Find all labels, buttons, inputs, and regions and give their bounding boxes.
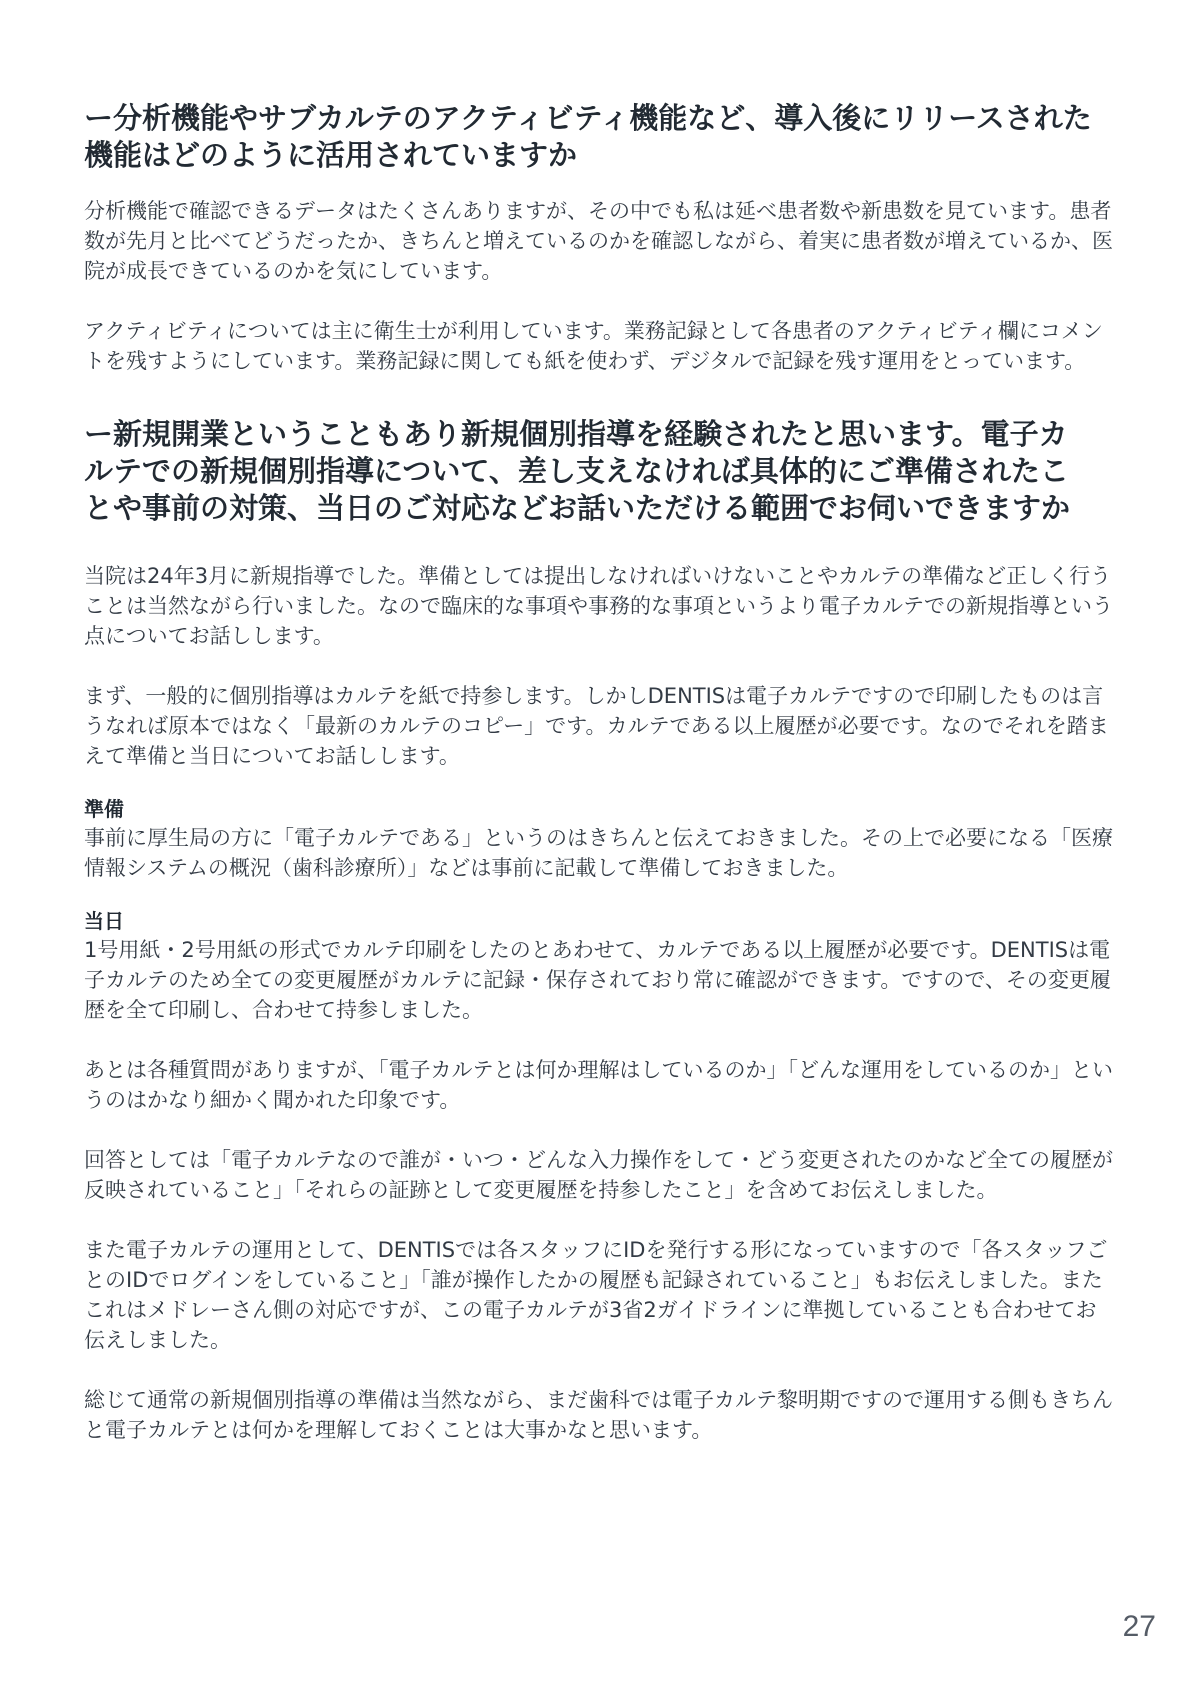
page-number: 27	[1122, 1610, 1156, 1643]
question-heading-2: ー新規開業ということもあり新規個別指導を経験されたと思います。電子カルテでの新規個別指導について、差し支えなければ具体的にご準備されたことや事前の対策、当日のご対応などお話いただける範囲でお伺いできますか	[84, 417, 1071, 525]
day-of-paragraph: また電子カルテの運用として、DENTISでは各スタッフにIDを発行する形になっていますので「各スタッフごとのIDでログインをしていること」「誰が操作したかの履歴も記録されていること」もお伝えしました。またこれはメドレーさん側の対応ですが、この電子カルテが3省2ガイドラインに準拠していることも合わせてお伝えしました。	[84, 1238, 1108, 1352]
question-heading-1: ー分析機能やサブカルテのアクティビティ機能など、導入後にリリースされた機能はどのように活用されていますか	[84, 101, 1092, 172]
answer-paragraph: アクティビティについては主に衛生士が利用しています。業務記録として各患者のアクティビティ欄にコメントを残すようにしています。業務記録に関しても紙を使わず、デジタルで記録を残す運用をとっています。	[84, 319, 1103, 373]
answer-paragraph: 当院は24年3月に新規指導でした。準備としては提出しなければいけないことやカルテの準備など正しく行うことは当然ながら行いました。なので臨床的な事項や事務的な事項というより電子カルテでの新規指導という点についてお話しします。	[84, 564, 1113, 648]
closing-paragraph: 総じて通常の新規個別指導の準備は当然ながら、まだ歯科では電子カルテ黎明期ですので運用する側もきちんと電子カルテとは何かを理解しておくことは大事かなと思います。	[84, 1388, 1113, 1442]
answer-paragraph: 分析機能で確認できるデータはたくさんありますが、その中でも私は延べ患者数や新患数を見ています。患者数が先月と比べてどうだったか、きちんと増えているのかを確認しながら、着実に患者数が増えているか、医院が成長できているのかを気にしています。	[84, 199, 1113, 283]
day-of-paragraph: 回答としては「電子カルテなので誰が・いつ・どんな入力操作をして・どう変更されたのかなど全ての履歴が反映されていること」「それらの証跡として変更履歴を持参したこと」を含めてお伝えしました。	[84, 1148, 1113, 1202]
answer-paragraph: まず、一般的に個別指導はカルテを紙で持参します。しかしDENTISは電子カルテですので印刷したものは言うなれば原本ではなく「最新のカルテのコピー」です。カルテである以上履歴が必要です。なのでそれを踏まえて準備と当日についてお話しします。	[84, 684, 1109, 768]
subheading-preparation: 準備	[84, 797, 124, 821]
day-of-paragraph: あとは各種質問がありますが、「電子カルテとは何か理解はしているのか」「どんな運用をしているのか」というのはかなり細かく聞かれた印象です。	[84, 1058, 1113, 1112]
day-of-paragraph: 1号用紙・2号用紙の形式でカルテ印刷をしたのとあわせて、カルテである以上履歴が必要です。DENTISは電子カルテのため全ての変更履歴がカルテに記録・保存されており常に確認ができます。ですので、その変更履歴を全て印刷し、合わせて持参しました。	[84, 938, 1111, 1022]
document-page	[84, 100, 1114, 1445]
preparation-paragraph: 事前に厚生局の方に「電子カルテである」というのはきちんと伝えておきました。その上で必要になる「医療情報システムの概況（歯科診療所）」などは事前に記載して準備しておきました。	[84, 826, 1113, 880]
subheading-day-of: 当日	[84, 909, 124, 933]
